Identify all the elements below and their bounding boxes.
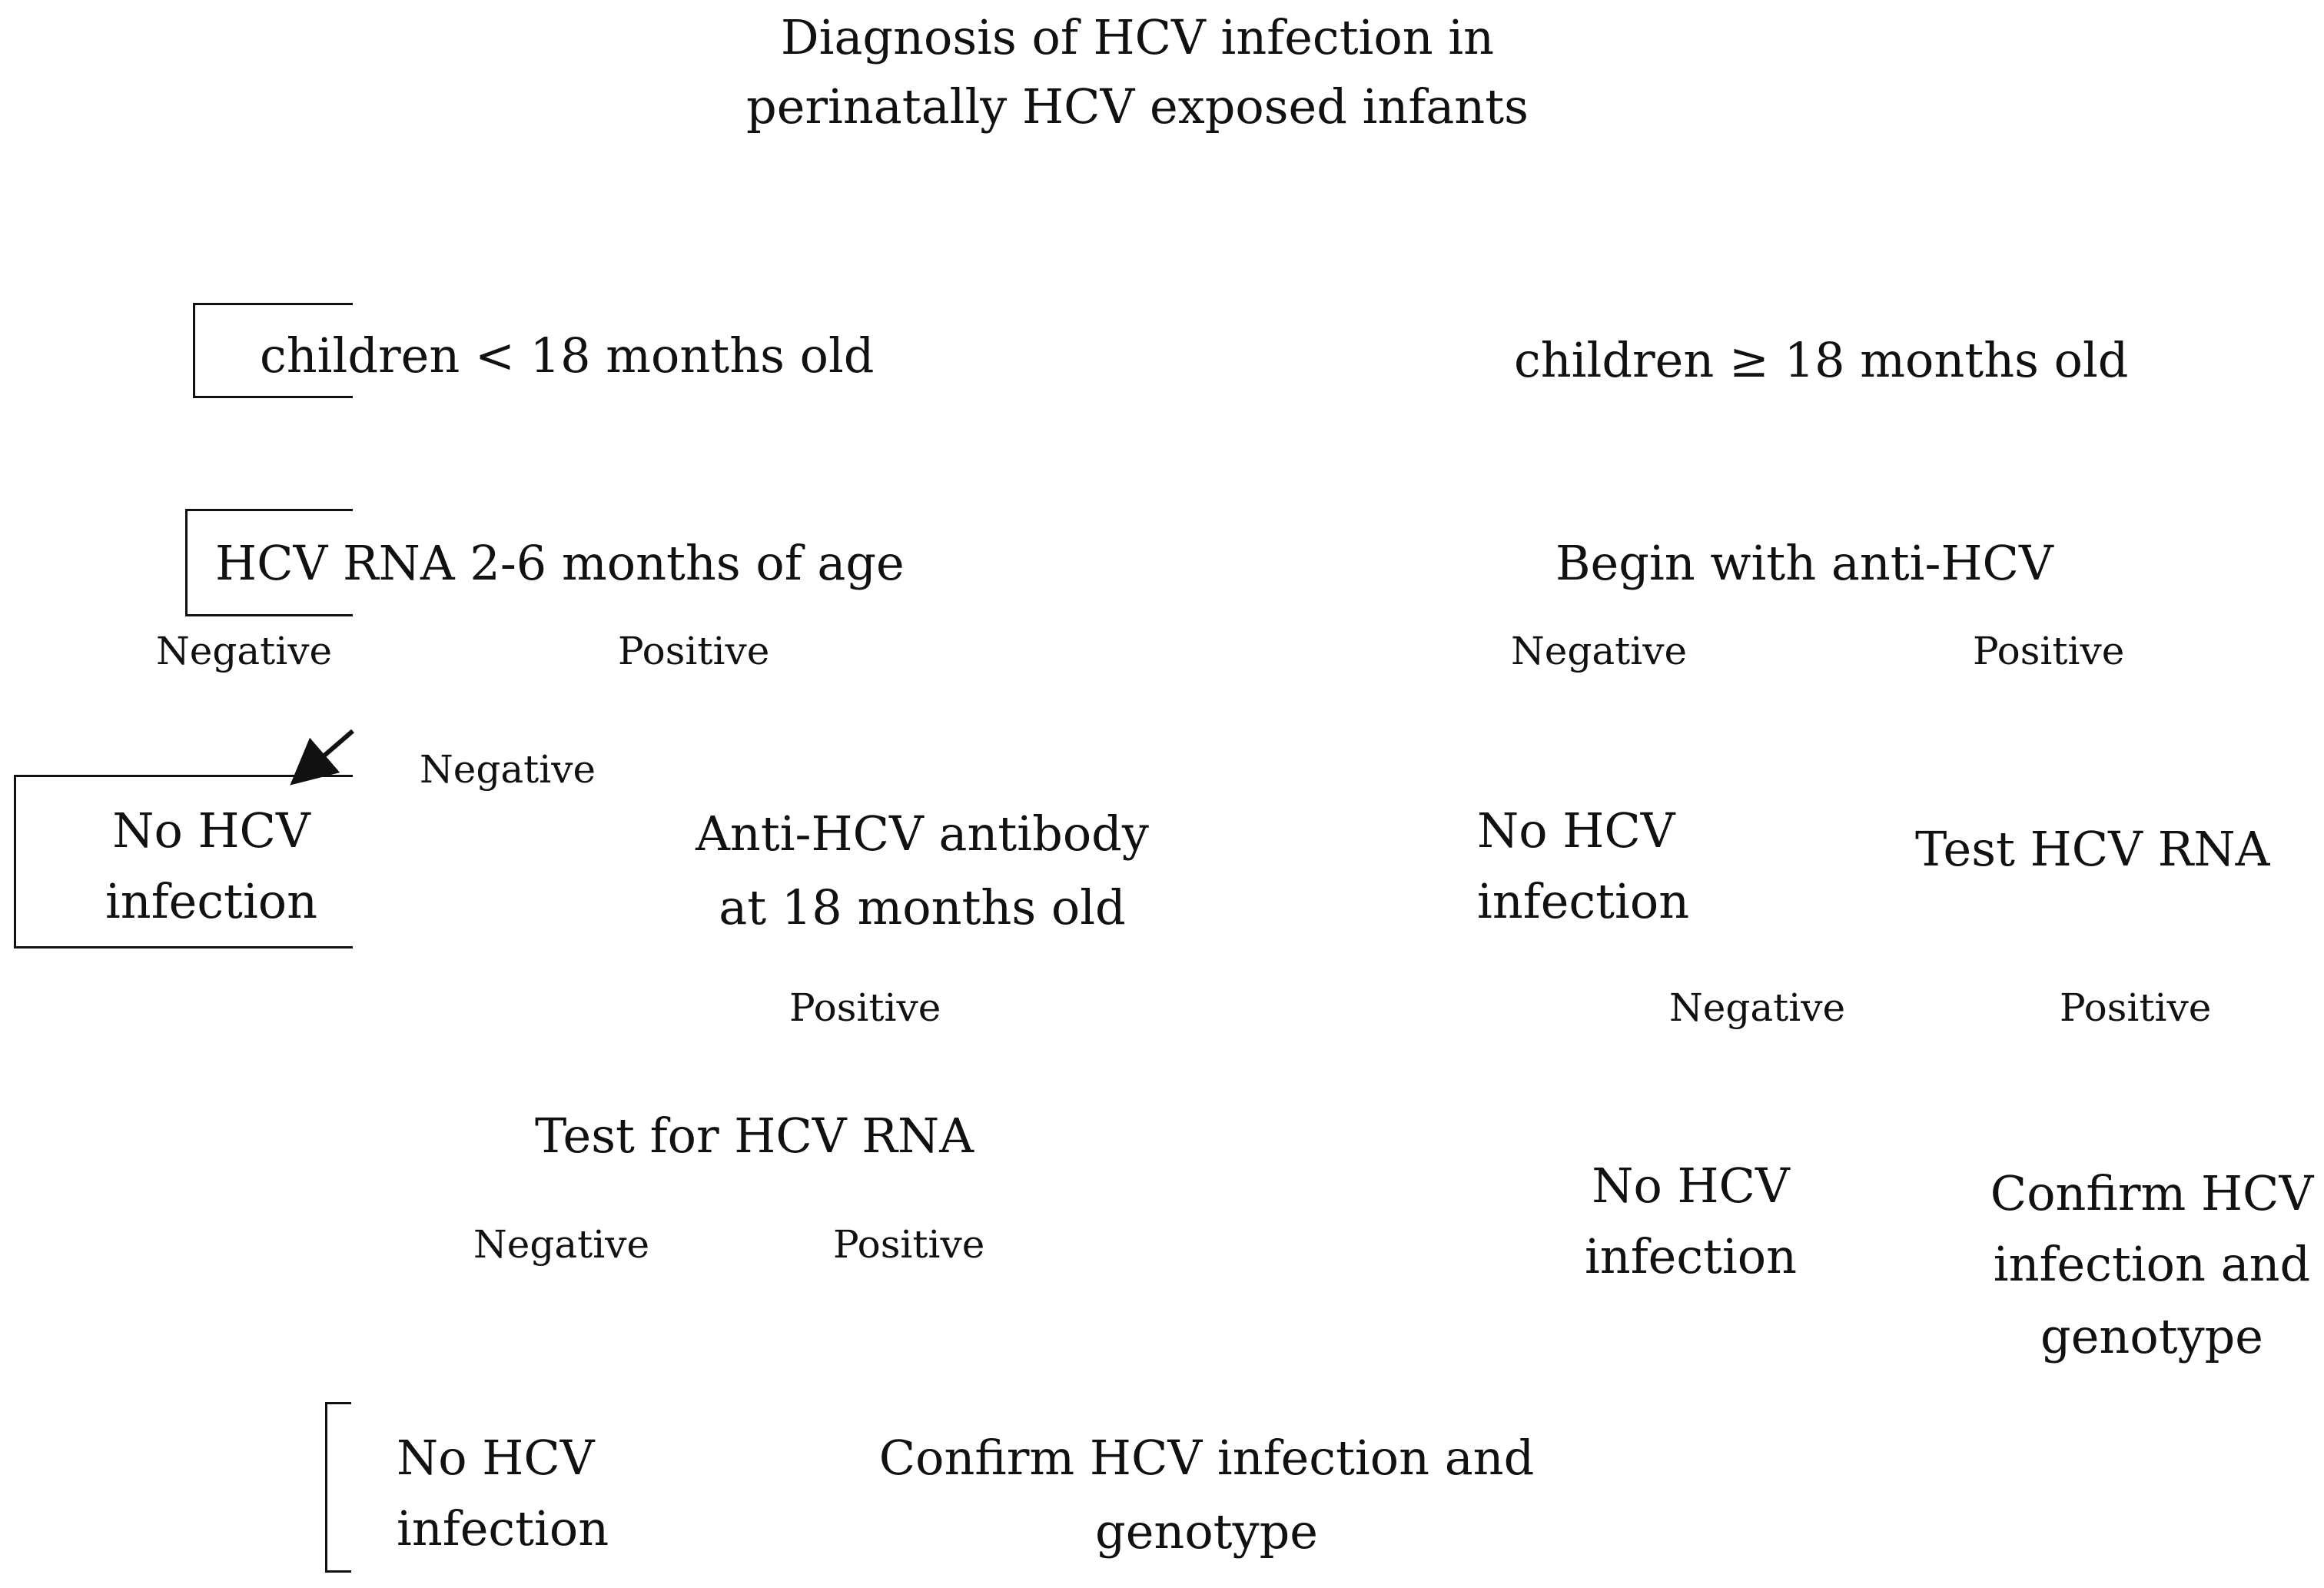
left-no-infection-2-line1: No HCV <box>397 1430 595 1486</box>
left-antibody-positive-label: Positive <box>789 985 941 1030</box>
right-no-infection-1-line1: No HCV <box>1477 802 1675 859</box>
left-first-test: HCV RNA 2-6 months of age <box>215 535 905 591</box>
left-antibody-negative-label: Negative <box>420 747 596 792</box>
bracket-no-infection-2-top <box>325 1402 351 1404</box>
right-no-infection-1-line2: infection <box>1477 873 1690 929</box>
arrow-to-no-infection <box>307 731 353 770</box>
bracket-no-infection-1-top <box>14 775 353 777</box>
diagram-title-line2: perinatally HCV exposed infants <box>746 78 1529 135</box>
right-no-infection-2-line1: No HCV <box>1592 1158 1790 1214</box>
bracket-no-infection-1-vertical <box>14 775 16 948</box>
left-no-infection-1-line1: No HCV <box>112 802 310 859</box>
right-rna-test: Test HCV RNA <box>1915 821 2270 877</box>
right-first-positive-label: Positive <box>1973 629 2125 673</box>
bracket-no-infection-2-vertical <box>325 1402 327 1573</box>
right-first-negative-label: Negative <box>1511 629 1688 673</box>
left-no-infection-1-line2: infection <box>105 873 318 929</box>
left-antibody-test-line2: at 18 months old <box>719 879 1126 935</box>
left-confirm-line1: Confirm HCV infection and <box>878 1430 1535 1486</box>
right-confirm-line2: infection and <box>1993 1236 2311 1292</box>
right-no-infection-2-line2: infection <box>1584 1228 1798 1284</box>
left-rna-test: Test for HCV RNA <box>535 1108 974 1164</box>
left-first-negative-label: Negative <box>156 629 333 673</box>
left-first-positive-label: Positive <box>618 629 770 673</box>
bracket-no-infection-2-bottom <box>325 1570 351 1573</box>
left-rna-negative-label: Negative <box>473 1222 650 1267</box>
bracket-no-infection-1-bottom <box>14 946 353 948</box>
right-rna-negative-label: Negative <box>1669 985 1846 1030</box>
left-rna-positive-label: Positive <box>833 1222 985 1267</box>
right-first-test: Begin with anti-HCV <box>1555 535 2053 591</box>
right-rna-positive-label: Positive <box>2060 985 2212 1030</box>
left-group-label: children < 18 months old <box>260 327 875 384</box>
left-antibody-test-line1: Anti-HCV antibody <box>696 806 1149 862</box>
right-confirm-line3: genotype <box>2040 1308 2263 1364</box>
right-confirm-line1: Confirm HCV <box>1990 1165 2314 1221</box>
right-group-label: children ≥ 18 months old <box>1514 332 2129 388</box>
diagram-title-line1: Diagnosis of HCV infection in <box>780 9 1495 65</box>
left-confirm-line2: genotype <box>1095 1503 1318 1560</box>
left-no-infection-2-line2: infection <box>397 1500 609 1556</box>
